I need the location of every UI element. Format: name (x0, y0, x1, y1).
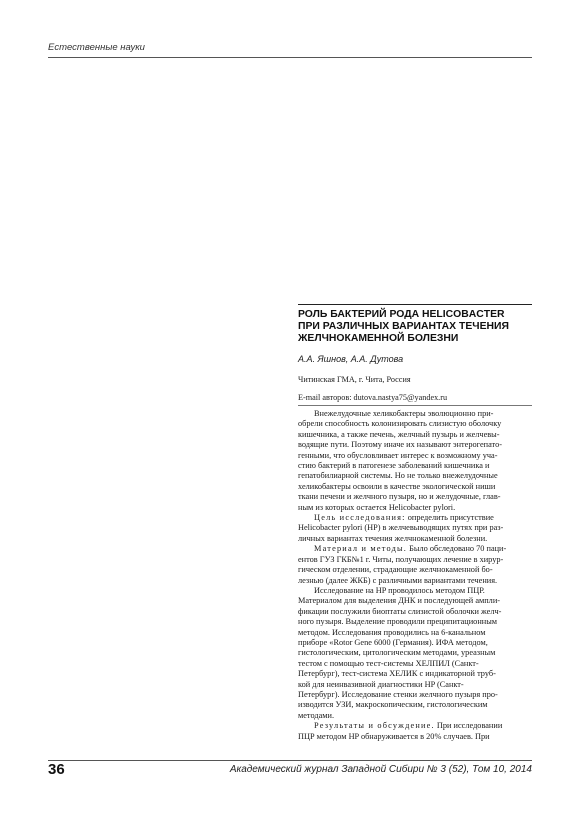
abstract-line: Материал и методы. Было обследовано 70 паци- (314, 544, 507, 554)
abstract-line: генными, что обусловливает интерес к возможному уча- (298, 450, 498, 460)
abstract-line: фикации послужили биоптаты слизистой оболочки желч- (298, 606, 502, 616)
running-head-section: Естественные науки (48, 42, 145, 53)
abstract-line: методом. Исследования проводились на 6-канальном (298, 627, 486, 637)
abstract-line: ПЦР методом HP обнаруживается в 20% случаев. При (298, 731, 490, 741)
abstract-line: Цель исследования: определить присутствие (314, 513, 494, 523)
abstract-line: Исследование на HP проводилось методом ПЦР. (314, 585, 485, 595)
abstract-line: Результаты и обсуждение. При исследовании (314, 721, 503, 731)
abstract-line: гистологическим, цитологическим методами, уреазным (298, 648, 496, 658)
abstract-line: Петербург). Исследование стенки желчного пузыря про- (298, 689, 498, 699)
footer-divider (48, 760, 532, 761)
author-email[interactable]: E-mail авторов: dutova.nastya75@yandex.ru (298, 393, 448, 402)
abstract-body (298, 409, 531, 742)
abstract-line: методами. (298, 710, 335, 720)
abstract-line: ным из которых остается Helicobacter pylori. (298, 502, 456, 512)
article-title (298, 309, 534, 345)
abstract-line: кой для неинвазивной диагностики HP (Санкт- (298, 679, 464, 689)
title-divider (298, 304, 532, 305)
abstract-line: изводится УЗИ, макроскопическим, гистологическим (298, 700, 488, 710)
abstract-line: личных вариантах течения желчнокаменной болезни. (298, 533, 488, 543)
abstract-line: кишечника, а также печень, желчный пузырь и желчевы- (298, 429, 500, 439)
title-line: РОЛЬ БАКТЕРИЙ РОДА HELICOBACTER (298, 309, 505, 320)
abstract-line: ткани печени и желчного пузыря, но и желудочные, глав- (298, 492, 501, 502)
journal-citation: Академический журнал Западной Сибири № 3 (52), Том 10, 2014 (229, 764, 532, 775)
abstract-divider (298, 405, 532, 406)
page-number: 36 (48, 761, 65, 778)
header-divider (48, 57, 532, 58)
title-line: ПРИ РАЗЛИЧНЫХ ВАРИАНТАХ ТЕЧЕНИЯ (298, 321, 509, 332)
abstract-line: хеликобактеры освоили в качестве экологической ниши (298, 481, 496, 491)
article-authors: А.А. Яшнов, А.А. Дутова (298, 354, 404, 364)
article-affiliation: Читинская ГМА, г. Чита, Россия (298, 375, 411, 384)
abstract-line: гепатобилиарной системы. Но не только внежелудочные (298, 471, 498, 481)
abstract-line: гическом отделении, страдающие желчнокаменной бо- (298, 565, 493, 575)
abstract-line: водящие пути. Поэтому иначе их называют энтерогепато- (298, 440, 502, 450)
abstract-line: Материалом для выделения ДНК и последующей ампли- (298, 596, 501, 606)
abstract-line: ентов ГУЗ ГКБ№1 г. Читы, получающих лечение в хирур- (298, 554, 504, 564)
abstract-line: лезнью (далее ЖКБ) с различными вариантами течения. (298, 575, 498, 585)
abstract-line: обрели способность колонизировать слизистую оболочку (298, 419, 502, 429)
abstract-line: Внежелудочные хеликобактеры эволюционно при- (314, 409, 494, 418)
title-line: ЖЕЛЧНОКАМЕННОЙ БОЛЕЗНИ (298, 333, 459, 344)
abstract-line: Петербург), тест-система ХЕЛИК с индикаторной труб- (298, 669, 496, 679)
abstract-line: стию бактерий в патогенезе заболеваний кишечника и (298, 461, 490, 471)
abstract-line: приборе «Rotor Gene 6000 (Германия). ИФА методом, (298, 637, 488, 647)
abstract-line: ного пузыря. Выделение проводили преципитационным (298, 617, 498, 627)
abstract-line: Helicobacter pylori (HP) в желчевыводящих путях при раз- (298, 523, 504, 533)
abstract-line: тестом с помощью тест-системы ХЕЛПИЛ (Санкт- (298, 658, 479, 668)
